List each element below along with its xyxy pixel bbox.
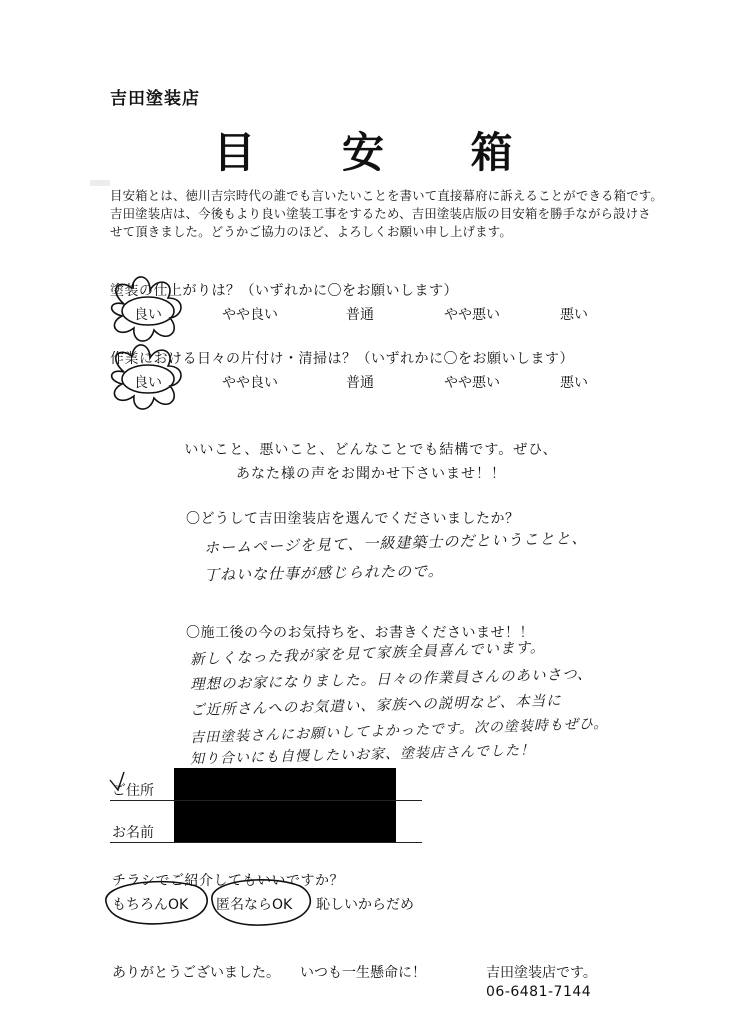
q2-question: 作業における日々の片付け・清掃は？（いずれかに〇をお願いします） bbox=[110, 351, 574, 367]
q4-question: 〇施工後の今のお気持ちを、お書きくださいませ！！ bbox=[186, 625, 534, 641]
footer-motto: いつも一生懸命に！ bbox=[300, 965, 426, 981]
q2-option-normal[interactable]: 普通 bbox=[346, 375, 374, 391]
q3-question: 〇どうして吉田塗装店を選んでくださいましたか？ bbox=[186, 511, 520, 527]
address-label: ご住所 bbox=[112, 783, 154, 799]
request-message bbox=[0, 438, 742, 486]
q4-handwritten-answer-line: 知り合いにも自慢したいお家、塗装店さんでした！ bbox=[189, 742, 536, 768]
page-title: 目 安 箱 bbox=[213, 128, 549, 177]
q2-option-good[interactable]: 良い bbox=[134, 375, 162, 391]
q4-handwritten-answer-line: 新しくなった我が家を見て家族全員喜んでいます。 bbox=[189, 639, 546, 669]
q1-option-good[interactable]: 良い bbox=[134, 307, 162, 323]
intro-line: せて頂きました。どうかご協力のほど、よろしくお願い申し上げます。 bbox=[110, 224, 512, 239]
q2-option-fairly-bad[interactable]: やや悪い bbox=[444, 375, 500, 391]
q1-option-bad[interactable]: 悪い bbox=[560, 307, 588, 323]
q1-option-fairly-good[interactable]: やや良い bbox=[222, 307, 278, 323]
q5-option-no[interactable]: 恥しいからだめ bbox=[316, 897, 414, 913]
q3-handwritten-answer-line: 丁ねいな仕事が感じられたので。 bbox=[203, 561, 444, 585]
footer-thanks: ありがとうございました。 bbox=[112, 965, 280, 981]
intro-line: 目安箱とは、徳川吉宗時代の誰でも言いたいことを書いて直接幕府に訴えることができる箱です。 bbox=[110, 188, 663, 203]
intro-line: 吉田塗装店は、今後もより良い塗装工事をするため、吉田塗装店版の目安箱を勝手ながら設けさ bbox=[110, 206, 651, 221]
q5-option-ok[interactable]: もちろんOK bbox=[112, 897, 189, 913]
q4-handwritten-answer-line: 理想のお家になりました。日々の作業員さんのあいさつ、 bbox=[189, 666, 593, 694]
redacted-personal-info bbox=[174, 768, 396, 842]
q4-handwritten-answer-line: ご近所さんへのお気遣い、家族への説明など、本当に bbox=[189, 693, 562, 719]
q1-question: 塗装の仕上がりは？（いずれかに〇をお願いします） bbox=[110, 283, 458, 299]
q3-handwritten-answer-line: ホームページを見て、一級建築士のだということと、 bbox=[203, 528, 588, 558]
q5-question: チラシでご紹介してもいいですか？ bbox=[112, 873, 344, 889]
store-name-header: 吉田塗装店 bbox=[110, 89, 200, 109]
q1-option-normal[interactable]: 普通 bbox=[346, 307, 374, 323]
footer-store: 吉田塗装店です。 bbox=[486, 965, 597, 981]
q4-handwritten-answer-line: 吉田塗装さんにお願いしてよかったです。次の塗装時もぜひ。 bbox=[189, 715, 609, 747]
address-underline bbox=[110, 800, 422, 801]
name-underline bbox=[110, 842, 422, 843]
q5-option-anonymous-ok[interactable]: 匿名ならOK bbox=[216, 897, 293, 913]
footer-phone: 06-6481-7144 bbox=[486, 984, 592, 1000]
intro-text bbox=[110, 187, 670, 241]
request-message-line: あなた様の声をお聞かせ下さいませ！！ bbox=[236, 466, 506, 482]
name-label: お名前 bbox=[112, 825, 154, 841]
request-message-line: いいこと、悪いこと、どんなことでも結構です。ぜひ、 bbox=[184, 442, 558, 458]
q1-option-fairly-bad[interactable]: やや悪い bbox=[444, 307, 500, 323]
q2-option-bad[interactable]: 悪い bbox=[560, 375, 588, 391]
q2-option-fairly-good[interactable]: やや良い bbox=[222, 375, 278, 391]
